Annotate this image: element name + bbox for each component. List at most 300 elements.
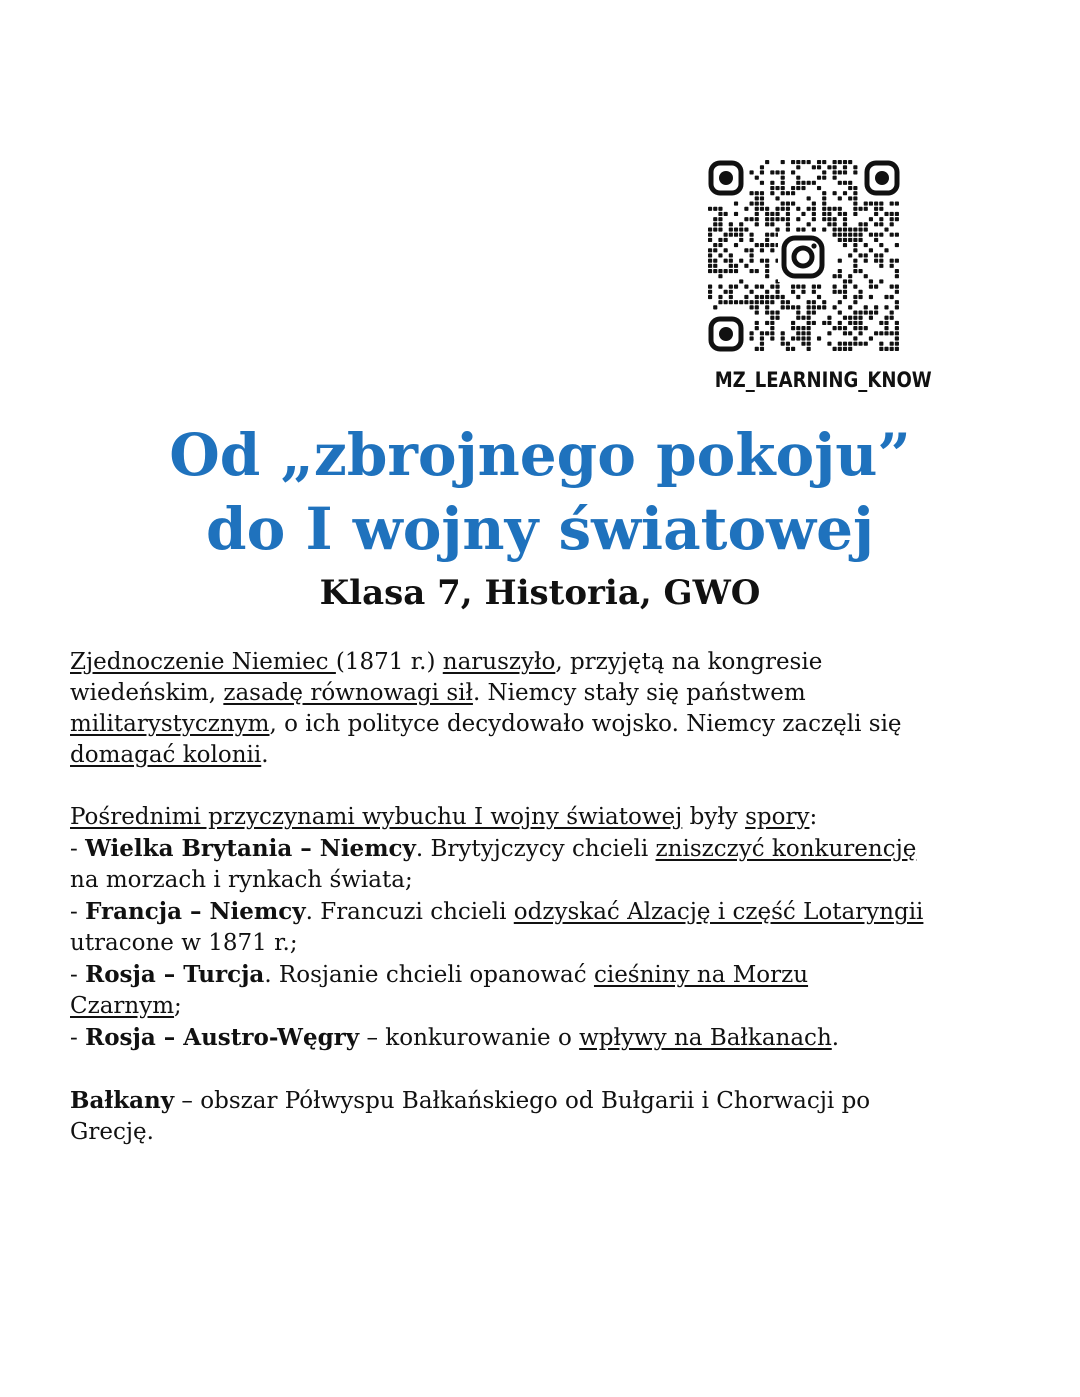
qr-module <box>775 212 779 216</box>
qr-module <box>838 290 842 294</box>
qr-module <box>864 207 868 211</box>
qr-module <box>817 295 821 299</box>
qr-module <box>739 279 743 283</box>
qr-module <box>812 165 816 169</box>
qr-module <box>853 310 857 314</box>
qr-module <box>729 233 733 237</box>
qr-module <box>853 212 857 216</box>
qr-module <box>801 331 805 335</box>
qr-module <box>858 326 862 330</box>
qr-module <box>781 331 785 335</box>
qr-module <box>786 207 790 211</box>
qr-module <box>843 227 847 231</box>
qr-module <box>864 202 868 206</box>
qr-module <box>843 279 847 283</box>
qr-module <box>848 274 852 278</box>
qr-module <box>838 233 842 237</box>
text-line <box>70 647 1030 678</box>
qr-module <box>879 264 883 268</box>
qr-module <box>895 243 899 247</box>
qr-module <box>781 202 785 206</box>
qr-module <box>807 331 811 335</box>
qr-module <box>770 316 774 320</box>
qr-module <box>791 336 795 340</box>
qr-module <box>874 305 878 309</box>
qr-module <box>760 196 764 200</box>
qr-module <box>879 207 883 211</box>
qr-module <box>713 227 717 231</box>
qr-module <box>895 331 899 335</box>
qr-module <box>827 217 831 221</box>
qr-module <box>796 331 800 335</box>
qr-module <box>729 300 733 304</box>
qr-module <box>729 253 733 257</box>
qr-module <box>739 238 743 242</box>
qr-module <box>843 290 847 294</box>
qr-module <box>848 227 852 231</box>
qr-module <box>843 170 847 174</box>
qr-module <box>848 186 852 190</box>
qr-module <box>760 347 764 351</box>
qr-module <box>786 222 790 226</box>
qr-module <box>874 253 878 257</box>
qr-module <box>708 227 712 231</box>
qr-module <box>833 326 837 330</box>
qr-module <box>853 321 857 325</box>
qr-module <box>729 295 733 299</box>
qr-module <box>791 321 795 325</box>
qr-module <box>739 222 743 226</box>
qr-module <box>775 207 779 211</box>
qr-module <box>729 290 733 294</box>
qr-module <box>848 342 852 346</box>
qr-module <box>760 295 764 299</box>
qr-module <box>879 233 883 237</box>
qr-module <box>770 285 774 289</box>
qr-module <box>765 331 769 335</box>
paragraph-causes <box>70 802 1030 1054</box>
qr-module <box>750 269 754 273</box>
qr-module <box>755 207 759 211</box>
qr-module <box>827 342 831 346</box>
qr-module <box>843 181 847 185</box>
qr-module <box>781 186 785 190</box>
text-span: . Brytyjczycy chcieli <box>415 836 656 862</box>
qr-module <box>765 259 769 263</box>
qr-module <box>734 264 738 268</box>
qr-module <box>770 326 774 330</box>
page-title <box>0 418 1080 566</box>
qr-module <box>895 269 899 273</box>
qr-module <box>822 202 826 206</box>
qr-module <box>744 207 748 211</box>
qr-module <box>817 160 821 164</box>
text-span: były <box>682 804 746 830</box>
qr-module <box>770 331 774 335</box>
qr-module <box>760 259 764 263</box>
qr-module <box>848 160 852 164</box>
qr-module <box>812 300 816 304</box>
qr-module <box>843 243 847 247</box>
text-line <box>70 709 1030 740</box>
qr-module <box>786 342 790 346</box>
qr-module <box>853 243 857 247</box>
qr-module <box>734 233 738 237</box>
qr-module <box>879 331 883 335</box>
qr-module <box>750 300 754 304</box>
qr-module <box>838 300 842 304</box>
qr-module <box>796 305 800 309</box>
qr-module <box>739 300 743 304</box>
qr-module <box>822 217 826 221</box>
qr-module <box>843 222 847 226</box>
list-dash: - <box>70 962 86 988</box>
list-item <box>70 833 1030 865</box>
qr-module <box>770 212 774 216</box>
qr-module <box>713 259 717 263</box>
qr-module <box>770 181 774 185</box>
qr-module <box>765 243 769 247</box>
qr-module <box>884 316 888 320</box>
qr-module <box>724 233 728 237</box>
qr-module <box>874 212 878 216</box>
qr-module <box>744 300 748 304</box>
qr-module <box>765 310 769 314</box>
qr-module <box>760 336 764 340</box>
qr-module <box>848 238 852 242</box>
qr-module <box>801 285 805 289</box>
conflict-parties: Wielka Brytania – Niemcy <box>85 835 416 862</box>
list-dash: - <box>70 836 86 862</box>
qr-module <box>801 181 805 185</box>
qr-module <box>786 347 790 351</box>
qr-module <box>817 176 821 180</box>
qr-module <box>801 342 805 346</box>
qr-module <box>833 217 837 221</box>
qr-module <box>708 285 712 289</box>
text-span: . <box>261 742 269 768</box>
qr-module <box>734 227 738 231</box>
qr-module <box>879 217 883 221</box>
qr-code[interactable] <box>708 160 900 352</box>
qr-module <box>812 290 816 294</box>
qr-module <box>838 227 842 231</box>
qr-module <box>791 326 795 330</box>
qr-module <box>775 285 779 289</box>
qr-module <box>869 248 873 252</box>
qr-module <box>848 181 852 185</box>
underlined-term: zniszczyć konkurencję <box>655 836 917 862</box>
qr-module <box>890 222 894 226</box>
qr-module <box>796 207 800 211</box>
text-span: (1871 r.) <box>335 649 443 675</box>
qr-module <box>734 300 738 304</box>
qr-module <box>858 331 862 335</box>
qr-module <box>760 300 764 304</box>
qr-module <box>838 170 842 174</box>
qr-module <box>879 342 883 346</box>
qr-module <box>822 170 826 174</box>
qr-module <box>724 300 728 304</box>
qr-module <box>879 222 883 226</box>
qr-module <box>791 160 795 164</box>
qr-module <box>895 274 899 278</box>
qr-module <box>770 336 774 340</box>
qr-module <box>874 202 878 206</box>
list-dash: - <box>70 1025 86 1051</box>
qr-module <box>822 212 826 216</box>
qr-module <box>801 316 805 320</box>
qr-module <box>796 316 800 320</box>
qr-module <box>713 264 717 268</box>
qr-module <box>770 222 774 226</box>
qr-module <box>807 300 811 304</box>
qr-module <box>734 202 738 206</box>
qr-module <box>791 191 795 195</box>
page-subtitle: Klasa 7, Historia, GWO <box>319 573 761 613</box>
qr-module <box>718 222 722 226</box>
text-line <box>70 740 1030 771</box>
qr-module <box>822 196 826 200</box>
qr-module <box>791 290 795 294</box>
qr-module <box>781 181 785 185</box>
qr-module <box>879 321 883 325</box>
qr-module <box>895 259 899 263</box>
qr-module <box>744 285 748 289</box>
underlined-term: naruszyło <box>442 649 556 675</box>
qr-module <box>895 321 899 325</box>
qr-module <box>724 248 728 252</box>
qr-module <box>750 202 754 206</box>
qr-module <box>791 170 795 174</box>
qr-module <box>869 285 873 289</box>
qr-module <box>796 326 800 330</box>
qr-module <box>755 176 759 180</box>
qr-module <box>843 331 847 335</box>
qr-module <box>718 217 722 221</box>
qr-module <box>755 196 759 200</box>
qr-module <box>895 212 899 216</box>
qr-module <box>760 170 764 174</box>
qr-module <box>812 202 816 206</box>
qr-module <box>770 217 774 221</box>
qr-module <box>858 222 862 226</box>
qr-module <box>807 207 811 211</box>
qr-module <box>770 310 774 314</box>
qr-module <box>848 347 852 351</box>
qr-finder-bottom-left <box>711 319 741 349</box>
qr-module <box>770 243 774 247</box>
qr-module <box>760 202 764 206</box>
qr-module <box>858 310 862 314</box>
qr-module <box>724 212 728 216</box>
qr-module <box>708 207 712 211</box>
qr-module <box>853 191 857 195</box>
qr-module <box>858 253 862 257</box>
qr-module <box>718 212 722 216</box>
qr-module <box>833 285 837 289</box>
qr-module <box>864 274 868 278</box>
qr-module <box>858 207 862 211</box>
qr-module <box>729 227 733 231</box>
qr-module <box>796 285 800 289</box>
qr-module <box>895 305 899 309</box>
qr-module <box>765 238 769 242</box>
qr-module <box>791 186 795 190</box>
qr-module <box>718 207 722 211</box>
qr-module <box>869 233 873 237</box>
qr-module <box>890 316 894 320</box>
qr-module <box>848 279 852 283</box>
qr-module <box>770 233 774 237</box>
qr-module <box>718 253 722 257</box>
qr-module <box>765 300 769 304</box>
qr-module <box>827 316 831 320</box>
qr-module <box>812 285 816 289</box>
qr-module <box>853 165 857 169</box>
qr-module <box>890 331 894 335</box>
qr-module <box>890 347 894 351</box>
underlined-term: wpływy na Bałkanach <box>579 1025 832 1051</box>
qr-module <box>770 191 774 195</box>
qr-module <box>796 217 800 221</box>
qr-module <box>801 326 805 330</box>
qr-module <box>765 222 769 226</box>
qr-module <box>843 165 847 169</box>
list-dash: - <box>70 899 86 925</box>
qr-module <box>864 253 868 257</box>
qr-module <box>718 269 722 273</box>
qr-module <box>874 285 878 289</box>
qr-module <box>755 243 759 247</box>
qr-module <box>744 217 748 221</box>
qr-module <box>760 181 764 185</box>
qr-module <box>734 285 738 289</box>
qr-module <box>884 326 888 330</box>
qr-module <box>775 196 779 200</box>
qr-module <box>853 202 857 206</box>
text-line <box>70 1085 1030 1117</box>
qr-module <box>775 186 779 190</box>
qr-module <box>869 295 873 299</box>
qr-module <box>781 217 785 221</box>
qr-module <box>838 274 842 278</box>
qr-module <box>724 238 728 242</box>
qr-module <box>781 191 785 195</box>
qr-module <box>858 227 862 231</box>
qr-module <box>796 227 800 231</box>
qr-module <box>822 160 826 164</box>
paragraph-unification <box>70 647 1030 771</box>
qr-module <box>874 238 878 242</box>
qr-module <box>874 207 878 211</box>
conflict-parties: Francja – Niemcy <box>85 898 306 925</box>
qr-module <box>822 305 826 309</box>
qr-module <box>781 176 785 180</box>
qr-module <box>708 295 712 299</box>
qr-module <box>812 207 816 211</box>
qr-module <box>775 316 779 320</box>
qr-module <box>713 243 717 247</box>
qr-module <box>843 191 847 195</box>
qr-module <box>895 233 899 237</box>
qr-module <box>744 264 748 268</box>
underlined-term: odzyskać Alzację i część Lotaryngii <box>513 899 924 925</box>
qr-module <box>744 227 748 231</box>
qr-module <box>853 269 857 273</box>
qr-module <box>827 331 831 335</box>
qr-module <box>833 233 837 237</box>
qr-module <box>729 259 733 263</box>
qr-module <box>713 305 717 309</box>
qr-module <box>833 347 837 351</box>
qr-module <box>781 300 785 304</box>
qr-module <box>827 165 831 169</box>
qr-module <box>890 285 894 289</box>
qr-module <box>838 326 842 330</box>
qr-module <box>750 248 754 252</box>
qr-module <box>884 347 888 351</box>
qr-module <box>765 233 769 237</box>
qr-module <box>775 217 779 221</box>
qr-module <box>838 238 842 242</box>
qr-module <box>791 305 795 309</box>
qr-module <box>807 321 811 325</box>
text-line <box>70 802 1030 833</box>
qr-module <box>833 290 837 294</box>
qr-module <box>812 217 816 221</box>
qr-module <box>833 207 837 211</box>
qr-module <box>765 274 769 278</box>
qr-module <box>890 310 894 314</box>
qr-module <box>869 202 873 206</box>
qr-module <box>750 331 754 335</box>
qr-module <box>750 290 754 294</box>
text-span: , o ich polityce decydowało wojsko. Niemcy zaczęli się <box>269 711 902 737</box>
qr-module <box>879 243 883 247</box>
qr-module <box>890 212 894 216</box>
text-span: , przyjętą na kongresie <box>555 649 823 675</box>
qr-module <box>750 233 754 237</box>
qr-module <box>879 279 883 283</box>
qr-module <box>864 342 868 346</box>
qr-module <box>750 305 754 309</box>
qr-module <box>879 202 883 206</box>
qr-module <box>807 316 811 320</box>
qr-module <box>775 170 779 174</box>
qr-module <box>890 217 894 221</box>
list-item <box>70 959 1030 991</box>
underlined-term: cieśniny na Morzu <box>593 962 809 988</box>
qr-module <box>817 336 821 340</box>
qr-module <box>822 321 826 325</box>
qr-module <box>843 285 847 289</box>
qr-module <box>879 259 883 263</box>
qr-module <box>718 227 722 231</box>
qr-module <box>858 290 862 294</box>
qr-module <box>755 212 759 216</box>
qr-module <box>765 290 769 294</box>
qr-module <box>812 181 816 185</box>
qr-module <box>890 259 894 263</box>
qr-module <box>838 181 842 185</box>
qr-module <box>708 233 712 237</box>
text-span: – konkurowanie o <box>359 1025 580 1051</box>
qr-module <box>843 160 847 164</box>
qr-module <box>884 331 888 335</box>
underlined-term: zasadę równowagi sił <box>223 680 473 706</box>
qr-module <box>848 253 852 257</box>
